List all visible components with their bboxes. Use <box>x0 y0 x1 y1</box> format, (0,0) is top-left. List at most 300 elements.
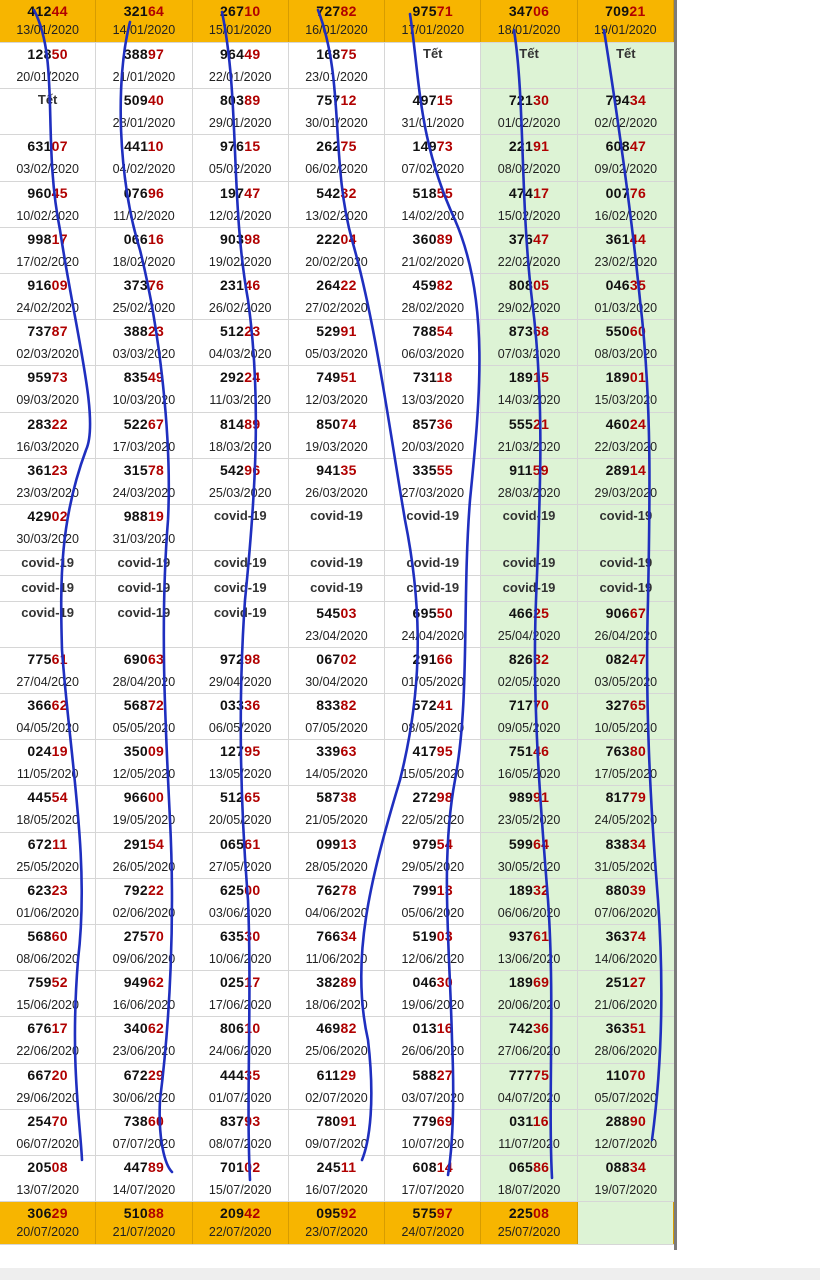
result-number: 26275 <box>316 138 357 155</box>
result-number: 77775 <box>508 1066 550 1083</box>
table-cell <box>481 228 577 273</box>
result-number: 36662 <box>27 697 68 714</box>
table-row <box>0 43 674 89</box>
table-cell <box>385 1156 481 1201</box>
result-number: 62323 <box>27 881 68 898</box>
result-date: 20/03/2020 <box>401 439 465 454</box>
result-number: 78854 <box>412 323 453 340</box>
result-number: 67229 <box>123 1066 165 1083</box>
table-row <box>0 602 674 648</box>
table-cell <box>289 648 385 693</box>
table-row <box>0 135 674 181</box>
result-number: 29224 <box>219 369 261 386</box>
result-date: 08/07/2020 <box>208 1136 272 1151</box>
result-date: 07/02/2020 <box>401 162 465 177</box>
result-number: 36123 <box>27 461 68 478</box>
result-number: 96449 <box>219 46 261 62</box>
table-cell <box>193 43 289 88</box>
table-row <box>0 1064 674 1110</box>
result-date: 17/02/2020 <box>16 254 79 269</box>
result-number: 44789 <box>123 1158 165 1175</box>
table-cell <box>96 925 192 970</box>
result-date: 09/07/2020 <box>305 1136 368 1151</box>
table-row <box>0 551 674 576</box>
result-number: 16875 <box>316 46 357 62</box>
result-date: 28/03/2020 <box>497 485 561 500</box>
result-date: 05/03/2020 <box>305 347 368 362</box>
result-date: 19/06/2020 <box>401 998 465 1013</box>
result-date: 11/07/2020 <box>498 1136 560 1151</box>
result-date: 22/03/2020 <box>594 439 658 454</box>
result-number: 96600 <box>123 789 165 806</box>
result-date: 16/05/2020 <box>497 767 561 782</box>
result-number: 74236 <box>508 1020 550 1037</box>
table-row <box>0 366 674 412</box>
result-number: 22508 <box>508 1205 550 1222</box>
table-cell <box>289 551 385 575</box>
table-cell <box>385 0 481 42</box>
result-number: 33963 <box>316 743 357 760</box>
table-cell <box>289 366 385 411</box>
result-date: 20/05/2020 <box>208 813 272 828</box>
table-cell <box>385 740 481 785</box>
result-number: 54296 <box>219 461 261 478</box>
table-cell <box>578 413 674 458</box>
table-cell <box>385 694 481 739</box>
result-number: 72130 <box>508 92 550 109</box>
result-date: 13/03/2020 <box>401 393 465 408</box>
result-number: 57241 <box>412 697 453 714</box>
table-cell <box>385 879 481 924</box>
result-number: 50940 <box>123 92 165 109</box>
table-cell <box>193 366 289 411</box>
result-date: 10/02/2020 <box>16 208 79 223</box>
result-date: 20/07/2020 <box>16 1225 79 1240</box>
table-cell <box>481 786 577 831</box>
table-cell <box>0 89 96 134</box>
result-date: 02/07/2020 <box>305 1090 368 1105</box>
table-cell <box>578 1064 674 1109</box>
result-date: 13/01/2020 <box>16 23 79 37</box>
table-cell <box>0 182 96 227</box>
result-number: 60814 <box>412 1158 453 1175</box>
result-date: 28/01/2020 <box>112 116 176 131</box>
result-date: 27/05/2020 <box>208 859 272 874</box>
table-cell <box>0 740 96 785</box>
result-number: 77561 <box>27 650 68 667</box>
result-number: 83549 <box>123 369 165 386</box>
result-date: 24/03/2020 <box>112 485 176 500</box>
result-number: 66720 <box>27 1066 68 1083</box>
table-cell <box>0 971 96 1016</box>
result-date: 15/05/2020 <box>401 767 465 782</box>
result-date: 07/05/2020 <box>305 721 368 736</box>
result-date: 01/05/2020 <box>401 674 465 689</box>
result-number: 91609 <box>27 276 68 293</box>
table-cell <box>193 740 289 785</box>
result-date: 25/06/2020 <box>305 1044 368 1059</box>
table-cell <box>578 366 674 411</box>
result-date: 14/03/2020 <box>497 393 561 408</box>
result-number: 26710 <box>219 3 261 19</box>
table-cell <box>0 879 96 924</box>
result-number: 75146 <box>508 743 550 760</box>
result-number: 85074 <box>316 415 357 432</box>
cell-note: covid-19 <box>599 507 653 523</box>
result-date: 14/05/2020 <box>305 767 368 782</box>
result-number: 06702 <box>316 650 357 667</box>
result-date: 28/02/2020 <box>401 300 465 315</box>
result-number: 19747 <box>219 184 261 201</box>
result-date: 22/06/2020 <box>16 1044 79 1059</box>
table-cell <box>578 551 674 575</box>
table-cell <box>481 1064 577 1109</box>
result-date: 03/06/2020 <box>208 905 272 920</box>
table-row <box>0 576 674 601</box>
cell-note: covid-19 <box>502 507 556 523</box>
result-date: 03/05/2020 <box>594 674 658 689</box>
table-cell <box>385 551 481 575</box>
result-date: 12/05/2020 <box>112 767 176 782</box>
table-cell <box>96 43 192 88</box>
result-date: 23/03/2020 <box>16 485 79 500</box>
result-date: 23/07/2020 <box>305 1225 368 1240</box>
table-cell <box>578 1202 674 1244</box>
result-date: 14/06/2020 <box>594 951 658 966</box>
result-number: 27298 <box>412 789 453 806</box>
result-number: 52267 <box>123 415 165 432</box>
table-cell <box>193 182 289 227</box>
table-cell <box>289 971 385 1016</box>
table-cell <box>0 602 96 647</box>
table-cell <box>193 576 289 600</box>
result-number: 83793 <box>219 1112 261 1129</box>
result-number: 80389 <box>219 92 261 109</box>
table-cell <box>578 459 674 504</box>
result-date: 15/03/2020 <box>594 393 658 408</box>
table-cell <box>0 833 96 878</box>
table-cell <box>385 274 481 319</box>
table-cell <box>578 320 674 365</box>
result-date: 10/07/2020 <box>401 1136 465 1151</box>
table-cell <box>481 0 577 42</box>
result-date: 17/03/2020 <box>112 439 176 454</box>
result-number: 27570 <box>123 927 165 944</box>
table-cell <box>385 89 481 134</box>
cell-note: Tết <box>616 46 636 61</box>
table-cell <box>289 1017 385 1062</box>
result-date: 13/07/2020 <box>16 1182 79 1197</box>
table-cell <box>481 694 577 739</box>
cell-note: Tết <box>519 46 539 61</box>
result-number: 96045 <box>27 184 68 201</box>
result-date: 26/04/2020 <box>594 628 658 643</box>
result-number: 06561 <box>219 835 261 852</box>
table-cell <box>578 505 674 550</box>
result-number: 67617 <box>27 1020 68 1037</box>
table-cell <box>193 1156 289 1201</box>
table-cell <box>578 648 674 693</box>
table-cell <box>0 551 96 575</box>
result-date: 08/03/2020 <box>594 347 658 362</box>
table-cell <box>578 1110 674 1155</box>
table-row <box>0 320 674 366</box>
table-cell <box>289 413 385 458</box>
table-cell <box>193 1110 289 1155</box>
result-date: 13/06/2020 <box>497 951 561 966</box>
table-cell <box>481 413 577 458</box>
result-date: 07/07/2020 <box>112 1136 176 1151</box>
result-date: 29/02/2020 <box>497 300 561 315</box>
result-date: 08/05/2020 <box>401 721 465 736</box>
result-date: 06/03/2020 <box>401 347 465 362</box>
table-cell <box>481 833 577 878</box>
cell-note: covid-19 <box>213 507 267 523</box>
table-cell <box>193 602 289 647</box>
result-number: 04635 <box>605 276 647 293</box>
result-date: 04/07/2020 <box>497 1090 561 1105</box>
result-number: 97954 <box>412 835 453 852</box>
table-cell <box>481 971 577 1016</box>
result-number: 55060 <box>605 323 647 340</box>
table-cell <box>0 320 96 365</box>
result-date: 01/03/2020 <box>594 300 658 315</box>
result-number: 22204 <box>316 230 357 247</box>
result-date: 22/07/2020 <box>208 1225 272 1240</box>
result-date: 19/05/2020 <box>112 813 176 828</box>
table-row <box>0 740 674 786</box>
result-number: 44435 <box>219 1066 261 1083</box>
table-row <box>0 694 674 740</box>
table-cell <box>578 89 674 134</box>
result-date: 14/07/2020 <box>112 1182 176 1197</box>
table-cell <box>96 1202 192 1244</box>
result-date: 11/03/2020 <box>209 393 272 408</box>
table-cell <box>96 228 192 273</box>
result-number: 80805 <box>508 276 550 293</box>
table-cell <box>481 89 577 134</box>
result-date: 09/03/2020 <box>16 393 79 408</box>
table-cell <box>0 1064 96 1109</box>
table-cell <box>96 1156 192 1201</box>
result-date: 03/03/2020 <box>112 347 176 362</box>
result-date: 08/02/2020 <box>497 162 561 177</box>
table-cell <box>578 786 674 831</box>
table-cell <box>193 833 289 878</box>
table-cell <box>96 694 192 739</box>
table-cell <box>578 833 674 878</box>
result-number: 28890 <box>605 1112 647 1129</box>
result-date: 12/02/2020 <box>208 208 272 223</box>
result-number: 23146 <box>219 276 261 293</box>
result-number: 34706 <box>508 3 550 19</box>
footer-row <box>0 1202 674 1245</box>
result-number: 75952 <box>27 974 68 991</box>
result-date: 17/07/2020 <box>401 1182 465 1197</box>
table-cell <box>385 648 481 693</box>
table-cell <box>481 602 577 647</box>
table-cell <box>481 551 577 575</box>
result-number: 42902 <box>27 507 68 524</box>
table-cell <box>0 576 96 600</box>
table-cell <box>289 1202 385 1244</box>
result-date: 07/06/2020 <box>594 905 658 920</box>
result-number: 57597 <box>412 1205 453 1222</box>
table-cell <box>96 879 192 924</box>
horizontal-scrollbar[interactable] <box>0 1268 820 1280</box>
table-cell <box>481 740 577 785</box>
table-cell <box>96 459 192 504</box>
result-date: 18/01/2020 <box>497 23 561 37</box>
result-number: 51265 <box>219 789 261 806</box>
result-date: 19/03/2020 <box>305 439 368 454</box>
result-date: 21/02/2020 <box>401 254 465 269</box>
result-number: 76278 <box>316 881 357 898</box>
result-date: 03/02/2020 <box>16 162 79 177</box>
result-number: 38897 <box>123 46 165 62</box>
result-date: 19/01/2020 <box>594 23 657 37</box>
table-cell <box>96 89 192 134</box>
result-date: 19/02/2020 <box>208 254 272 269</box>
result-date: 29/03/2020 <box>594 485 658 500</box>
table-cell <box>289 576 385 600</box>
table-cell <box>385 576 481 600</box>
result-number: 83382 <box>316 697 357 714</box>
table-cell <box>289 1064 385 1109</box>
header-row <box>0 0 674 43</box>
result-date: 06/02/2020 <box>305 162 368 177</box>
result-number: 38289 <box>316 974 357 991</box>
table-cell <box>385 925 481 970</box>
table-cell <box>96 551 192 575</box>
table-cell <box>193 925 289 970</box>
result-date: 15/06/2020 <box>16 998 79 1013</box>
table-cell <box>96 786 192 831</box>
result-date: 23/02/2020 <box>594 254 658 269</box>
table-cell <box>385 413 481 458</box>
result-number: 20942 <box>219 1205 261 1222</box>
table-cell <box>96 833 192 878</box>
result-date: 13/05/2020 <box>208 767 272 782</box>
result-number: 88039 <box>605 881 647 898</box>
result-number: 90667 <box>605 604 647 621</box>
result-date: 04/05/2020 <box>16 721 79 736</box>
table-cell <box>289 320 385 365</box>
result-date: 21/07/2020 <box>112 1225 176 1240</box>
table-row <box>0 786 674 832</box>
result-number: 58827 <box>412 1066 453 1083</box>
table-cell <box>481 1110 577 1155</box>
cell-note: Tết <box>37 92 58 108</box>
cell-note: covid-19 <box>21 604 75 620</box>
table-cell <box>385 786 481 831</box>
result-date: 26/03/2020 <box>305 485 368 500</box>
table-cell <box>96 1017 192 1062</box>
table-cell <box>481 366 577 411</box>
result-number: 18901 <box>605 369 647 386</box>
result-number: 60847 <box>605 138 647 155</box>
table-cell <box>0 648 96 693</box>
result-number: 91159 <box>509 461 549 478</box>
result-date: 07/03/2020 <box>497 347 561 362</box>
result-number: 08247 <box>605 650 647 667</box>
result-number: 37647 <box>508 230 550 247</box>
result-date: 29/05/2020 <box>401 859 465 874</box>
result-date: 17/06/2020 <box>208 998 272 1013</box>
result-date: 31/05/2020 <box>594 859 658 874</box>
table-cell <box>578 925 674 970</box>
result-number: 12795 <box>219 743 261 760</box>
table-cell <box>193 320 289 365</box>
result-date: 16/07/2020 <box>305 1182 368 1197</box>
result-date: 16/02/2020 <box>594 208 658 223</box>
table-cell <box>289 879 385 924</box>
result-date: 18/06/2020 <box>305 998 368 1013</box>
result-number: 09592 <box>316 1205 357 1222</box>
table-cell <box>385 1202 481 1244</box>
table-cell <box>289 459 385 504</box>
table-row <box>0 1110 674 1156</box>
result-date: 25/02/2020 <box>112 300 176 315</box>
result-number: 70921 <box>605 3 646 19</box>
result-date: 06/06/2020 <box>497 905 561 920</box>
table-row <box>0 182 674 228</box>
result-number: 14973 <box>412 138 453 155</box>
result-number: 69550 <box>412 604 453 621</box>
result-date: 25/05/2020 <box>16 859 79 874</box>
result-number: 85736 <box>412 415 453 432</box>
result-number: 04630 <box>412 974 453 991</box>
result-date: 23/05/2020 <box>497 813 561 828</box>
result-number: 11070 <box>605 1066 646 1083</box>
result-number: 32164 <box>123 3 165 19</box>
result-date: 11/05/2020 <box>16 767 79 782</box>
result-date: 02/05/2020 <box>497 674 561 689</box>
table-cell <box>193 228 289 273</box>
table-cell <box>96 366 192 411</box>
result-date: 21/05/2020 <box>305 813 368 828</box>
result-date: 25/07/2020 <box>497 1225 561 1240</box>
result-date: 30/04/2020 <box>305 674 368 689</box>
result-number: 56860 <box>27 927 68 944</box>
result-date: 04/02/2020 <box>112 162 176 177</box>
cell-note: covid-19 <box>310 555 363 571</box>
table-cell <box>385 320 481 365</box>
table-cell <box>481 576 577 600</box>
result-number: 75712 <box>316 92 357 109</box>
result-date: 09/02/2020 <box>594 162 658 177</box>
result-date: 10/03/2020 <box>112 393 176 408</box>
table-cell <box>578 274 674 319</box>
table-row <box>0 505 674 551</box>
result-date: 24/04/2020 <box>401 628 465 643</box>
result-number: 28914 <box>605 461 647 478</box>
result-number: 73787 <box>27 323 68 340</box>
result-date: 15/02/2020 <box>497 208 561 223</box>
result-date: 26/06/2020 <box>401 1044 465 1059</box>
table-cell <box>289 43 385 88</box>
table-cell <box>193 1064 289 1109</box>
result-number: 44110 <box>124 138 164 155</box>
result-date: 30/06/2020 <box>112 1090 176 1105</box>
result-number: 56872 <box>123 697 165 714</box>
result-number: 03336 <box>219 697 261 714</box>
cell-note: covid-19 <box>406 580 460 596</box>
result-number: 67211 <box>27 835 68 852</box>
table-cell <box>0 43 96 88</box>
result-number: 37376 <box>123 276 165 293</box>
result-number: 51088 <box>123 1205 165 1222</box>
